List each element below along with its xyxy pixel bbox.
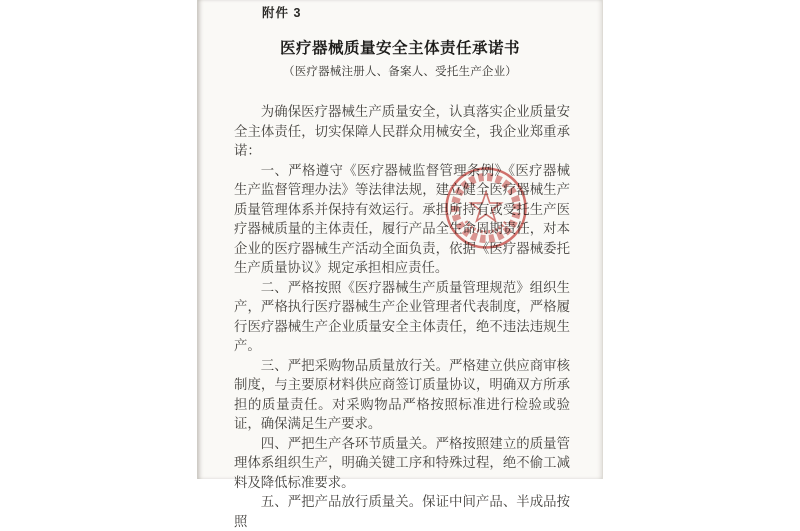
body-paragraph: 五、严把产品放行质量关。保证中间产品、半成品按照 [234, 494, 570, 529]
body-paragraph: 四、严把生产各环节质量关。严格按照建立的质量管理体系组织生产，明确关键工序和特殊过程，绝不偷工减料及降低标准要求。 [234, 435, 570, 490]
document-page [197, 0, 603, 529]
body-paragraph: 二、严格按照《医疗器械生产质量管理规范》组织生产，严格执行医疗器械生产企业管理者代表制度，严格履行医疗器械生产企业质量安全主体责任，绝不违法违规生产。 [234, 279, 570, 353]
document-body [234, 102, 570, 531]
page-title: 医疗器械质量安全主体责任承诺书 [279, 40, 520, 57]
body-paragraph: 三、严把采购物品质量放行关。严格建立供应商审核制度，与主要原材料供应商签订质量协议，明确双方所承担的质量责任。对采购物品严格按照标准进行检验或验证，确保满足生产要求。 [234, 357, 570, 431]
page-subtitle: （医疗器械注册人、备案人、受托生产企业） [283, 66, 517, 78]
attachment-label: 附件 3 [262, 6, 302, 20]
body-paragraph: 一、严格遵守《医疗器械监督管理条例》《医疗器械生产监督管理办法》等法律法规，建立健全医疗器械生产质量管理体系并保持有效运行。承担所持有或受托生产医疗器械质量的主体责任，履行产品全生命周期责任，对本企业的医疗器械生产活动全面负责，依据《医疗器械委托生产质量协议》规定承担相应责任。 [234, 162, 570, 275]
body-paragraph: 为确保医疗器械生产质量安全，认真落实企业质量安全主体责任，切实保障人民群众用械安全，我企业郑重承诺： [234, 104, 570, 158]
